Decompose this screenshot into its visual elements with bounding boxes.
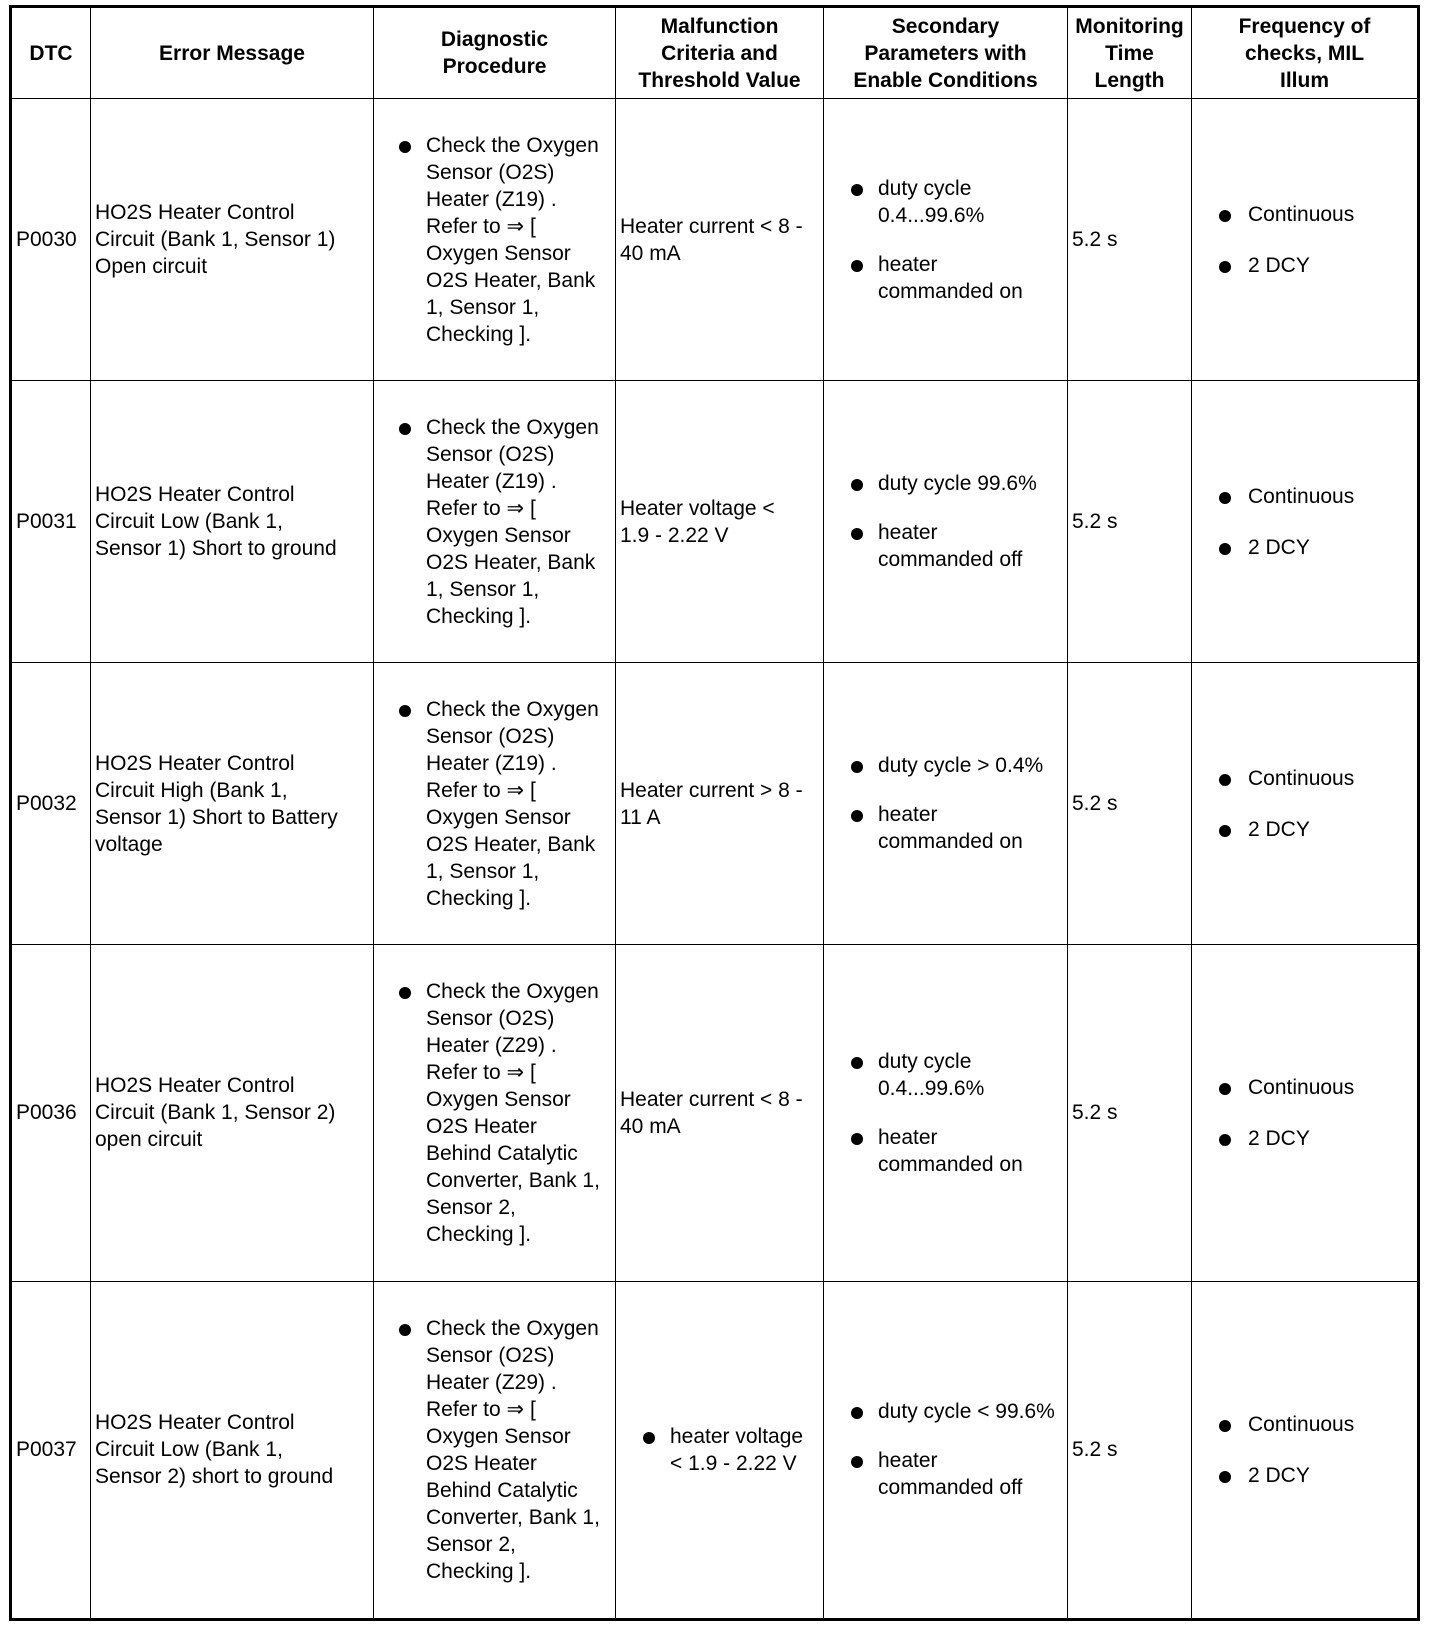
secondary-text: heater commanded on xyxy=(878,1125,1023,1176)
monitoring-time: 5.2 s xyxy=(1068,663,1192,945)
secondary-item xyxy=(828,519,1063,573)
error-message: HO2S Heater Control Circuit High (Bank 1, Sensor 1) Short to Battery voltage xyxy=(91,663,374,945)
malfunction-criteria: Heater current < 8 - 40 mA xyxy=(616,99,824,381)
malfunction-criteria: Heater current < 8 - 40 mA xyxy=(616,945,824,1282)
monitoring-time: 5.2 s xyxy=(1068,945,1192,1282)
table-row xyxy=(11,99,1419,381)
header-row xyxy=(11,7,1419,99)
bullet-icon xyxy=(1219,210,1231,222)
bullet-icon xyxy=(1219,261,1231,273)
secondary-parameters xyxy=(824,99,1068,381)
table-row xyxy=(11,945,1419,1282)
frequency-item xyxy=(1196,1462,1413,1489)
malfunction-criteria: Heater voltage < 1.9 - 2.22 V xyxy=(616,381,824,663)
secondary-item xyxy=(828,1447,1063,1501)
error-message: HO2S Heater Control Circuit (Bank 1, Sensor 2) open circuit xyxy=(91,945,374,1282)
table-row xyxy=(11,663,1419,945)
frequency-text: Continuous xyxy=(1248,766,1355,790)
bullet-icon xyxy=(1219,1083,1231,1095)
bullet-icon xyxy=(851,479,863,491)
table-row xyxy=(11,1281,1419,1619)
bullet-icon xyxy=(643,1432,655,1444)
header-malfunction-criteria: Malfunction Criteria and Threshold Value xyxy=(616,7,824,99)
procedure-item xyxy=(378,414,611,630)
malfunction-criteria: Heater current > 8 - 11 A xyxy=(616,663,824,945)
monitoring-time: 5.2 s xyxy=(1068,1281,1192,1619)
frequency-text: 2 DCY xyxy=(1248,253,1310,277)
frequency-text: 2 DCY xyxy=(1248,1463,1310,1487)
frequency-text: 2 DCY xyxy=(1248,1126,1310,1150)
error-message: HO2S Heater Control Circuit Low (Bank 1, Sensor 2) short to ground xyxy=(91,1281,374,1619)
bullet-icon xyxy=(1219,1471,1231,1483)
dtc-table xyxy=(9,5,1420,1621)
secondary-item xyxy=(828,1398,1063,1425)
secondary-item xyxy=(828,801,1063,855)
bullet-icon xyxy=(1219,1420,1231,1432)
diagnostic-procedure xyxy=(374,663,616,945)
frequency-text: Continuous xyxy=(1248,202,1355,226)
frequency xyxy=(1192,945,1419,1282)
frequency-text: 2 DCY xyxy=(1248,535,1310,559)
frequency-text: Continuous xyxy=(1248,1412,1355,1436)
bullet-icon xyxy=(851,810,863,822)
frequency xyxy=(1192,99,1419,381)
secondary-item xyxy=(828,470,1063,497)
secondary-parameters xyxy=(824,945,1068,1282)
secondary-text: heater commanded off xyxy=(878,1449,1023,1500)
frequency-item xyxy=(1196,765,1413,792)
frequency-item xyxy=(1196,252,1413,279)
header-secondary-parameters: Secondary Parameters with Enable Conditions xyxy=(824,7,1068,99)
secondary-item xyxy=(828,251,1063,305)
secondary-text: heater commanded on xyxy=(878,803,1023,853)
dtc-code: P0030 xyxy=(11,99,91,381)
bullet-icon xyxy=(399,705,411,717)
secondary-item xyxy=(828,752,1063,779)
bullet-icon xyxy=(1219,825,1231,837)
frequency xyxy=(1192,381,1419,663)
bullet-icon xyxy=(1219,543,1231,555)
procedure-item xyxy=(378,696,611,912)
secondary-text: duty cycle 0.4...99.6% xyxy=(878,176,985,227)
bullet-icon xyxy=(399,1324,411,1336)
secondary-text: heater commanded off xyxy=(878,521,1023,571)
secondary-text: duty cycle > 0.4% xyxy=(878,754,1044,777)
frequency-text: 2 DCY xyxy=(1248,817,1310,841)
diagnostic-procedure xyxy=(374,945,616,1282)
diagnostic-procedure xyxy=(374,381,616,663)
frequency-item xyxy=(1196,1074,1413,1101)
bullet-icon xyxy=(851,528,863,540)
secondary-text: duty cycle 0.4...99.6% xyxy=(878,1049,985,1100)
bullet-icon xyxy=(1219,1134,1231,1146)
bullet-icon xyxy=(851,1057,863,1069)
error-message: HO2S Heater Control Circuit (Bank 1, Sensor 1) Open circuit xyxy=(91,99,374,381)
table-row xyxy=(11,381,1419,663)
diagnostic-procedure xyxy=(374,1281,616,1619)
dtc-code: P0036 xyxy=(11,945,91,1282)
procedure-text: Check the Oxygen Sensor (O2S) Heater (Z29) . Refer to ⇒ [ Oxygen Sensor O2S Heater Behind Catalytic Converter, Bank 1, Sensor 2, Checking ]. xyxy=(426,1316,600,1583)
bullet-icon xyxy=(1219,492,1231,504)
procedure-text: Check the Oxygen Sensor (O2S) Heater (Z19) . Refer to ⇒ [ Oxygen Sensor O2S Heater, Bank 1, Sensor 1, Checking ]. xyxy=(426,415,599,628)
bullet-icon xyxy=(851,1456,863,1468)
header-error-message: Error Message xyxy=(91,7,374,99)
monitoring-time: 5.2 s xyxy=(1068,381,1192,663)
procedure-item xyxy=(378,1315,611,1585)
bullet-icon xyxy=(851,260,863,272)
bullet-icon xyxy=(851,1133,863,1145)
secondary-parameters xyxy=(824,1281,1068,1619)
procedure-text: Check the Oxygen Sensor (O2S) Heater (Z29) . Refer to ⇒ [ Oxygen Sensor O2S Heater Behind Catalytic Converter, Bank 1, Sensor 2, Checking ]. xyxy=(426,979,600,1246)
error-message: HO2S Heater Control Circuit Low (Bank 1, Sensor 1) Short to ground xyxy=(91,381,374,663)
bullet-icon xyxy=(399,141,411,153)
bullet-icon xyxy=(399,987,411,999)
secondary-item xyxy=(828,1124,1063,1178)
dtc-code: P0032 xyxy=(11,663,91,945)
bullet-icon xyxy=(851,761,863,773)
frequency xyxy=(1192,663,1419,945)
secondary-parameters xyxy=(824,663,1068,945)
bullet-icon xyxy=(851,184,863,196)
header-diagnostic-procedure: Diagnostic Procedure xyxy=(374,7,616,99)
bullet-icon xyxy=(399,423,411,435)
bullet-icon xyxy=(1219,774,1231,786)
frequency-text: Continuous xyxy=(1248,1075,1355,1099)
secondary-item xyxy=(828,175,1063,229)
secondary-item xyxy=(828,1048,1063,1102)
diagnostic-procedure xyxy=(374,99,616,381)
malfunction-text: heater voltage < 1.9 - 2.22 V xyxy=(670,1424,804,1475)
header-monitoring-time: Monitoring Time Length xyxy=(1068,7,1192,99)
header-frequency: Frequency of checks, MIL Illum xyxy=(1192,7,1419,99)
monitoring-time: 5.2 s xyxy=(1068,99,1192,381)
secondary-text: duty cycle 99.6% xyxy=(878,472,1037,495)
secondary-parameters xyxy=(824,381,1068,663)
frequency-item xyxy=(1196,1125,1413,1152)
secondary-text: heater commanded on xyxy=(878,252,1023,303)
frequency-item xyxy=(1196,534,1413,561)
procedure-text: Check the Oxygen Sensor (O2S) Heater (Z19) . Refer to ⇒ [ Oxygen Sensor O2S Heater, Bank 1, Sensor 1, Checking ]. xyxy=(426,133,599,346)
frequency-item xyxy=(1196,816,1413,843)
procedure-item xyxy=(378,978,611,1248)
malfunction-item xyxy=(620,1423,819,1477)
frequency-text: Continuous xyxy=(1248,484,1355,508)
procedure-text: Check the Oxygen Sensor (O2S) Heater (Z19) . Refer to ⇒ [ Oxygen Sensor O2S Heater, Bank 1, Sensor 1, Checking ]. xyxy=(426,697,599,910)
procedure-item xyxy=(378,132,611,348)
malfunction-criteria xyxy=(616,1281,824,1619)
bullet-icon xyxy=(851,1407,863,1419)
dtc-code: P0037 xyxy=(11,1281,91,1619)
dtc-code: P0031 xyxy=(11,381,91,663)
header-dtc: DTC xyxy=(11,7,91,99)
secondary-text: duty cycle < 99.6% xyxy=(878,1400,1055,1424)
frequency xyxy=(1192,1281,1419,1619)
frequency-item xyxy=(1196,483,1413,510)
frequency-item xyxy=(1196,201,1413,228)
frequency-item xyxy=(1196,1411,1413,1438)
